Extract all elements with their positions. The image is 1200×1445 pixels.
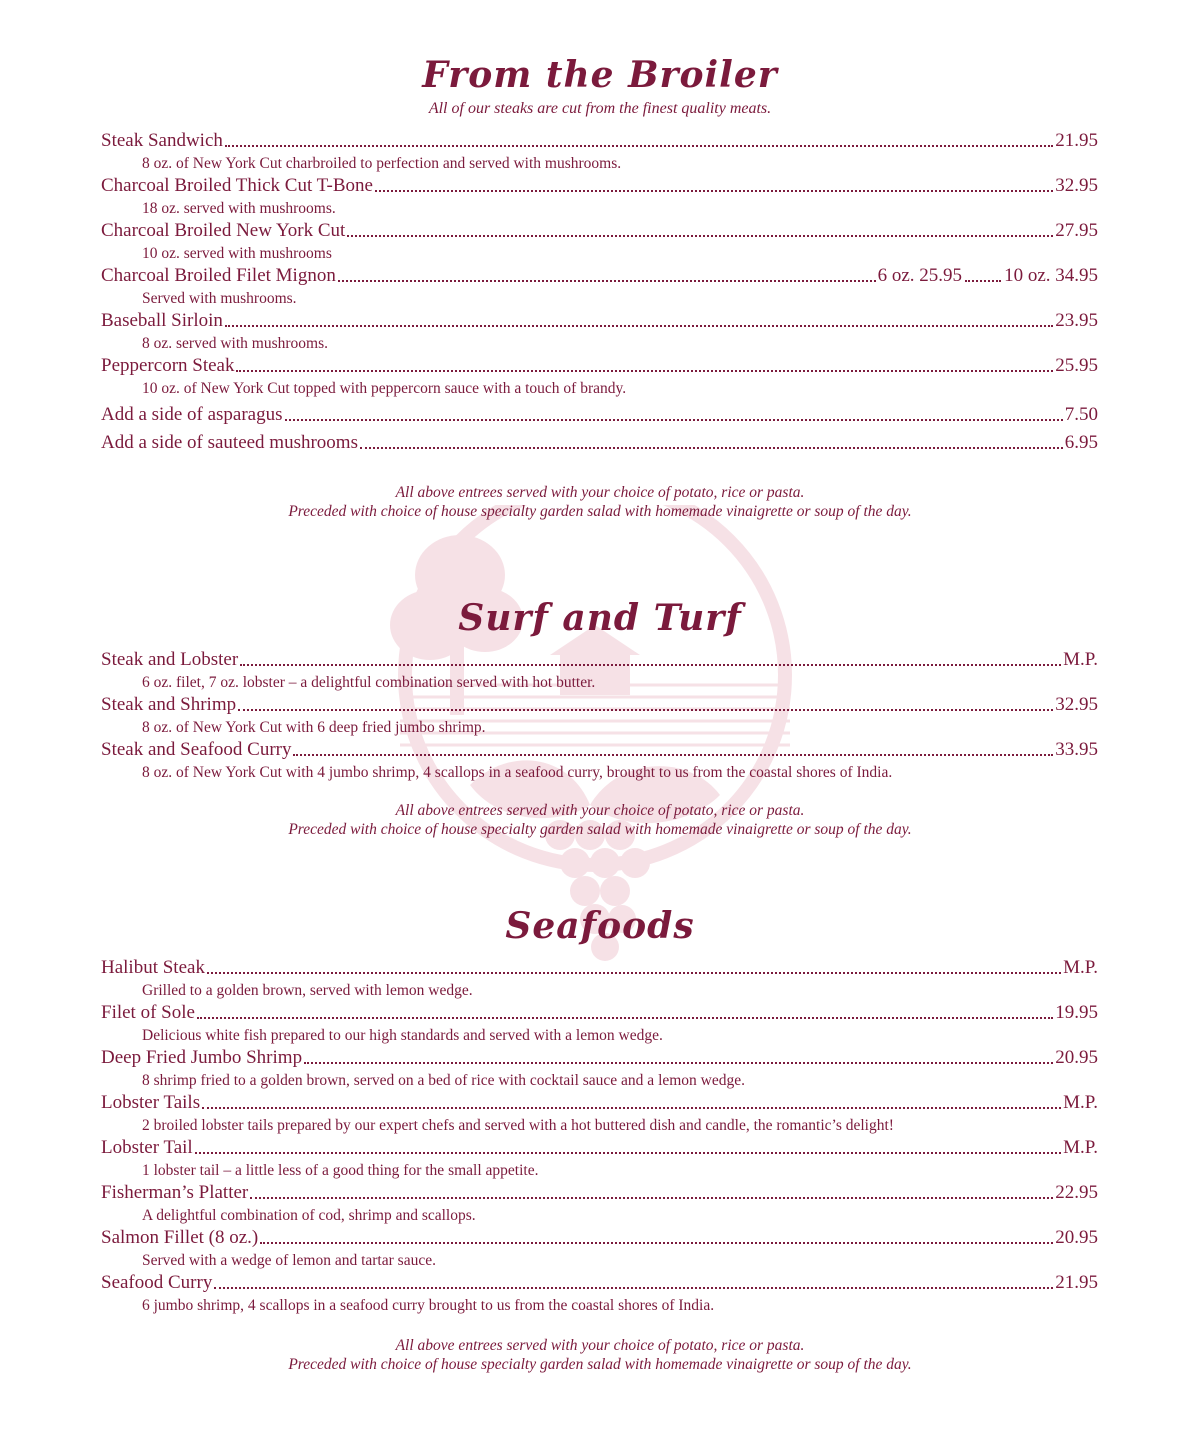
item-price: 32.95 (1055, 694, 1098, 715)
item-price: M.P. (1063, 957, 1098, 978)
item-price: M.P. (1063, 1092, 1098, 1113)
item-description: A delightful combination of cod, shrimp and scallops. (142, 1207, 476, 1224)
item-description: 6 oz. filet, 7 oz. lobster – a delightful combination served with hot butter. (142, 674, 596, 691)
item-name: Halibut Steak (101, 957, 205, 978)
item-price: 20.95 (1055, 1227, 1098, 1248)
item-name: Steak Sandwich (101, 130, 223, 151)
item-description: 10 oz. served with mushrooms (142, 245, 332, 262)
item-description: 8 oz. served with mushrooms. (142, 335, 328, 352)
item-name: Steak and Lobster (101, 649, 239, 670)
item-description: 10 oz. of New York Cut topped with peppercorn sauce with a touch of brandy. (142, 380, 627, 397)
item-name: Baseball Sirloin (101, 310, 223, 331)
item-description: Grilled to a golden brown, served with lemon wedge. (142, 982, 473, 999)
item-name: Seafood Curry (101, 1272, 213, 1293)
seafoods-section (0, 906, 1200, 1374)
menu-item (101, 1271, 1098, 1316)
item-name: Filet of Sole (101, 1002, 195, 1023)
item-price: 7.50 (1064, 404, 1098, 425)
item-price: 25.95 (1055, 355, 1098, 376)
menu-item (101, 129, 1098, 174)
item-price: 21.95 (1055, 1272, 1098, 1293)
menu-item (101, 431, 1098, 455)
item-name: Salmon Fillet (8 oz.) (101, 1227, 259, 1248)
item-name: Peppercorn Steak (101, 355, 235, 376)
item-name: Lobster Tail (101, 1137, 193, 1158)
item-price: 20.95 (1055, 1047, 1098, 1068)
item-name: Lobster Tails (101, 1092, 201, 1113)
section-subtitle: All of our steaks are cut from the finest quality meats. (428, 100, 772, 117)
menu-item (101, 693, 1098, 738)
item-description: 1 lobster tail – a little less of a good thing for the small appetite. (142, 1162, 539, 1179)
menu-item (101, 1001, 1098, 1046)
item-description: 18 oz. served with mushrooms. (142, 200, 336, 217)
item-description: 8 oz. of New York Cut charbroiled to perfection and served with mushrooms. (142, 155, 622, 172)
item-price: 10 oz. 34.95 (1004, 265, 1098, 286)
section-title: Surf and Turf (458, 597, 742, 639)
section-note: All above entrees served with your choice of potato, rice or pasta. (395, 484, 805, 501)
item-description: Delicious white fish prepared to our high standards and served with a lemon wedge. (142, 1027, 663, 1044)
menu-item (101, 1091, 1098, 1136)
item-description: 6 jumbo shrimp, 4 scallops in a seafood curry brought to us from the coastal shores of India. (142, 1297, 715, 1314)
item-price-small: 6 oz. 25.95 (877, 265, 963, 286)
section-note: All above entrees served with your choice of potato, rice or pasta. (395, 802, 805, 819)
item-description: Served with mushrooms. (142, 290, 297, 307)
menu-item (101, 1046, 1098, 1091)
item-description: Served with a wedge of lemon and tartar sauce. (142, 1252, 436, 1269)
menu-item (101, 1226, 1098, 1271)
section-note: Preceded with choice of house specialty garden salad with homemade vinaigrette or soup of the day. (288, 503, 912, 520)
broiler-section (0, 55, 1200, 521)
section-note: Preceded with choice of house specialty garden salad with homemade vinaigrette or soup of the day. (288, 1356, 912, 1373)
menu-item (101, 403, 1098, 427)
item-name: Deep Fried Jumbo Shrimp (101, 1047, 303, 1068)
menu-item (101, 309, 1098, 354)
item-description: 2 broiled lobster tails prepared by our expert chefs and served with a hot buttered dish and candle, the romantic’s delight! (142, 1117, 894, 1134)
menu-item (101, 956, 1098, 1001)
item-price: 22.95 (1055, 1182, 1098, 1203)
menu-item (101, 1181, 1098, 1226)
item-name: Add a side of sauteed mushrooms (101, 432, 358, 453)
item-name: Add a side of asparagus (101, 404, 283, 425)
menu-item (101, 1136, 1098, 1181)
section-note: All above entrees served with your choice of potato, rice or pasta. (395, 1337, 805, 1354)
item-description: 8 shrimp fried to a golden brown, served on a bed of rice with cocktail sauce and a lemon wedge. (142, 1072, 746, 1089)
section-title: From the Broiler (422, 54, 778, 96)
item-price: M.P. (1063, 1137, 1098, 1158)
item-name: Steak and Shrimp (101, 694, 237, 715)
item-description: 8 oz. of New York Cut with 6 deep fried jumbo shrimp. (142, 719, 486, 736)
item-price: 6.95 (1064, 432, 1098, 453)
menu-items (101, 129, 1098, 455)
menu-item (101, 738, 1098, 783)
item-name: Charcoal Broiled Thick Cut T-Bone (101, 175, 373, 196)
section-note: Preceded with choice of house specialty garden salad with homemade vinaigrette or soup of the day. (288, 821, 912, 838)
menu-item (101, 264, 1098, 309)
item-name: Fisherman’s Platter (101, 1182, 249, 1203)
section-title: Seafoods (505, 905, 695, 947)
menu-item (101, 648, 1098, 693)
item-price: 27.95 (1055, 220, 1098, 241)
surf-turf-section (0, 598, 1200, 839)
menu-items (101, 956, 1098, 1316)
item-price: 32.95 (1055, 175, 1098, 196)
item-price: 21.95 (1055, 130, 1098, 151)
menu-item (101, 354, 1098, 399)
item-price: M.P. (1063, 649, 1098, 670)
item-description: 8 oz. of New York Cut with 4 jumbo shrimp, 4 scallops in a seafood curry, brought to us from the coastal shores of India. (142, 764, 893, 781)
item-name: Charcoal Broiled New York Cut (101, 220, 346, 241)
item-name: Charcoal Broiled Filet Mignon (101, 265, 336, 286)
item-name: Steak and Seafood Curry (101, 739, 292, 760)
menu-item (101, 219, 1098, 264)
item-price: 19.95 (1055, 1002, 1098, 1023)
menu-items (101, 648, 1098, 783)
menu-item (101, 174, 1098, 219)
item-price: 33.95 (1055, 739, 1098, 760)
item-price: 23.95 (1055, 310, 1098, 331)
